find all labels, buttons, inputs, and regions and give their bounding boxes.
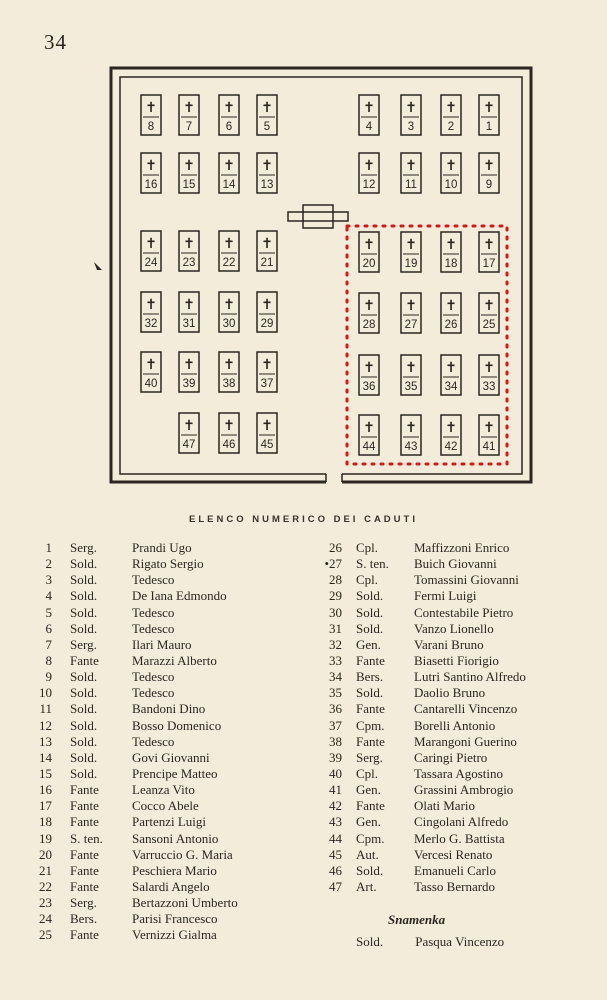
grave-plot <box>179 413 199 453</box>
entry-rank: Sold. <box>356 862 384 878</box>
grave-plot <box>219 292 239 332</box>
grave-number: 24 <box>144 257 158 269</box>
grave-number: 30 <box>222 318 236 330</box>
entry-number: 41 <box>329 782 342 798</box>
grave-plot <box>401 293 421 333</box>
entry-name: Marazzi Alberto <box>132 652 217 668</box>
cross-icon: ✝ <box>183 418 195 434</box>
grave-plot <box>479 232 499 272</box>
entry-name: Tedesco <box>132 620 175 636</box>
entry-name: Maffizzoni Enrico <box>414 540 510 555</box>
entry-rank: Fante <box>70 862 99 878</box>
entry-name: Tassara Agostino <box>414 765 503 781</box>
entry-name: Prandi Ugo <box>132 540 192 555</box>
cross-icon: ✝ <box>223 357 235 373</box>
entry-number: 33 <box>329 652 342 668</box>
entry-rank: Fante <box>70 927 99 943</box>
grave-number: 16 <box>144 179 158 191</box>
entry-number: 46 <box>329 862 342 878</box>
entry-number: 6 <box>45 620 52 636</box>
grave-number: 44 <box>362 441 376 453</box>
grave-number: 22 <box>222 257 236 269</box>
grave-plot <box>359 232 379 272</box>
cross-icon: ✝ <box>223 297 235 313</box>
direction-arrow-icon <box>94 262 102 270</box>
entry-number: 35 <box>329 685 342 701</box>
grave-plot <box>141 352 161 392</box>
grave-number: 2 <box>447 121 455 133</box>
cross-icon: ✝ <box>261 100 273 116</box>
grave-number: 10 <box>444 179 458 191</box>
entry-number: 15 <box>39 765 52 781</box>
grave-number: 8 <box>147 121 155 133</box>
grave-number: 37 <box>260 378 274 390</box>
cross-icon: ✝ <box>183 297 195 313</box>
entry-name: Prencipe Matteo <box>132 765 218 781</box>
grave-plot <box>257 231 277 271</box>
entry-number: 4 <box>45 588 52 604</box>
cross-icon: ✝ <box>261 297 273 313</box>
entry-number: 26 <box>329 540 342 555</box>
entry-name: Varani Bruno <box>414 636 484 652</box>
entry-number: 13 <box>39 733 52 749</box>
entry-rank: Fante <box>70 814 99 830</box>
entry-number: 18 <box>39 814 52 830</box>
grave-plot <box>359 153 379 193</box>
cross-icon: ✝ <box>145 357 157 373</box>
cross-icon: ✝ <box>223 236 235 252</box>
cross-icon: ✝ <box>483 237 495 253</box>
entry-name: Cingolani Alfredo <box>414 814 509 830</box>
entry-number: 39 <box>329 749 342 765</box>
cross-icon: ✝ <box>405 158 417 174</box>
grave-number: 18 <box>444 258 458 270</box>
entry-name: Leanza Vito <box>132 782 195 798</box>
grave-number: 41 <box>482 441 496 453</box>
entry-number: 47 <box>329 878 342 894</box>
graves <box>141 95 499 455</box>
entry-number: 21 <box>39 862 52 878</box>
cross-icon: ✝ <box>445 237 457 253</box>
entry-name: Olati Mario <box>414 798 476 814</box>
entry-name: Caringi Pietro <box>414 749 488 765</box>
grave-number: 20 <box>362 258 376 270</box>
entry-rank: Fante <box>70 652 99 668</box>
entry-number: 14 <box>39 749 52 765</box>
cross-icon: ✝ <box>183 236 195 252</box>
entry-number: 8 <box>45 652 52 668</box>
cross-icon: ✝ <box>445 100 457 116</box>
entry-number: 31 <box>329 620 342 636</box>
entry-name: Partenzi Luigi <box>132 814 207 830</box>
grave-plot <box>479 153 499 193</box>
entry-rank: Bers. <box>70 911 98 927</box>
entry-number: 44 <box>329 830 342 846</box>
entry-rank: Sold. <box>70 604 98 620</box>
cross-icon: ✝ <box>405 298 417 314</box>
cross-icon: ✝ <box>183 158 195 174</box>
entry-rank: Fante <box>70 846 99 862</box>
entry-rank: Sold. <box>70 749 98 765</box>
cross-icon: ✝ <box>363 298 375 314</box>
grave-number: 31 <box>182 318 196 330</box>
entry-number: 20 <box>39 846 52 862</box>
grave-number: 7 <box>185 121 193 133</box>
entry-number: 36 <box>329 701 342 717</box>
grave-plot <box>401 415 421 455</box>
entry-number: 37 <box>329 717 342 733</box>
entry-name: Parisi Francesco <box>132 911 218 927</box>
grave-plot <box>179 352 199 392</box>
snamenka-title: Snamenka <box>388 912 446 927</box>
entry-number: •27 <box>324 556 342 572</box>
cross-icon: ✝ <box>145 297 157 313</box>
entry-rank: Fante <box>70 798 99 814</box>
grave-plot <box>141 231 161 271</box>
entry-rank: Cpm. <box>356 830 385 846</box>
entry-rank: Serg. <box>356 749 383 765</box>
grave-number: 47 <box>182 439 196 451</box>
entry-rank: Cpl. <box>356 765 379 781</box>
grave-plot <box>401 95 421 135</box>
entry-rank: S. ten. <box>356 556 389 572</box>
grave-plot <box>441 95 461 135</box>
grave-plot <box>441 355 461 395</box>
entry-name: Tedesco <box>132 572 175 588</box>
grave-number: 38 <box>222 378 236 390</box>
entry-name: Daolio Bruno <box>414 685 486 701</box>
entry-rank: Sold. <box>356 620 384 636</box>
grave-plot <box>219 231 239 271</box>
entry-name: Bosso Domenico <box>132 717 222 733</box>
entry-name: Cantarelli Vincenzo <box>414 701 518 717</box>
entry-name: De Iana Edmondo <box>132 588 227 604</box>
entry-rank: Fante <box>356 701 385 717</box>
grave-plot <box>441 415 461 455</box>
entry-number: 43 <box>329 814 342 830</box>
cross-icon: ✝ <box>483 158 495 174</box>
entry-name: Fermi Luigi <box>414 588 477 604</box>
entry-rank: Fante <box>70 878 99 894</box>
cross-icon: ✝ <box>445 298 457 314</box>
grave-number: 39 <box>182 378 196 390</box>
grave-number: 4 <box>365 121 373 133</box>
entry-rank: Sold. <box>70 620 98 636</box>
grave-plot <box>401 232 421 272</box>
entry-number: 10 <box>39 685 52 701</box>
grave-number: 27 <box>404 319 418 331</box>
grave-number: 29 <box>260 318 274 330</box>
entry-number: 24 <box>39 911 52 927</box>
entry-name: Tedesco <box>132 604 175 620</box>
grave-number: 19 <box>404 258 418 270</box>
cross-icon: ✝ <box>363 420 375 436</box>
entry-number: 3 <box>45 572 52 588</box>
grave-number: 15 <box>182 179 196 191</box>
entry-rank: Fante <box>70 782 99 798</box>
grave-plot <box>179 231 199 271</box>
entry-number: 28 <box>329 572 342 588</box>
entry-rank: Sold. <box>356 685 384 701</box>
entry-name: Tedesco <box>132 733 175 749</box>
grave-plot <box>359 355 379 395</box>
cross-icon: ✝ <box>183 100 195 116</box>
cross-icon: ✝ <box>145 236 157 252</box>
entry-name: Borelli Antonio <box>414 717 496 733</box>
central-monument <box>288 205 348 228</box>
entry-name: Varruccio G. Maria <box>132 846 233 862</box>
cross-icon: ✝ <box>445 420 457 436</box>
list-heading: ELENCO NUMERICO DEI CADUTI <box>189 514 418 525</box>
cross-icon: ✝ <box>363 360 375 376</box>
entry-name: Biasetti Fiorigio <box>414 652 499 668</box>
grave-number: 34 <box>444 381 458 393</box>
grave-number: 40 <box>144 378 158 390</box>
grave-plot <box>179 292 199 332</box>
entry-number: 25 <box>39 927 52 943</box>
grave-number: 3 <box>407 121 415 133</box>
cross-icon: ✝ <box>261 357 273 373</box>
grave-number: 46 <box>222 439 236 451</box>
entry-rank: Aut. <box>356 846 379 862</box>
entry-rank: Cpm. <box>356 717 385 733</box>
cross-icon: ✝ <box>405 237 417 253</box>
grave-plot <box>441 153 461 193</box>
cross-icon: ✝ <box>223 158 235 174</box>
grave-number: 11 <box>405 179 417 191</box>
page-number: 34 <box>44 30 67 54</box>
cross-icon: ✝ <box>183 357 195 373</box>
grave-plot <box>179 95 199 135</box>
entry-rank: Serg. <box>70 636 97 652</box>
entry-name: Peschiera Mario <box>132 862 217 878</box>
snamenka-name: Pasqua Vincenzo <box>415 934 505 949</box>
cross-icon: ✝ <box>483 298 495 314</box>
entry-rank: Sold. <box>70 572 98 588</box>
entry-rank: Sold. <box>70 588 98 604</box>
entry-rank: Sold. <box>70 733 98 749</box>
grave-plot <box>479 293 499 333</box>
entry-number: 45 <box>329 846 342 862</box>
entry-rank: Serg. <box>70 895 97 911</box>
entry-name: Salardi Angelo <box>132 878 210 894</box>
grave-number: 9 <box>485 179 493 191</box>
snamenka-entry <box>356 934 504 950</box>
entry-name: Vercesi Renato <box>414 846 493 862</box>
entry-rank: Gen. <box>356 636 381 652</box>
entry-rank: Sold. <box>70 717 98 733</box>
cross-icon: ✝ <box>261 236 273 252</box>
grave-number: 25 <box>482 319 496 331</box>
entry-rank: Fante <box>356 652 385 668</box>
entry-rank: Cpl. <box>356 572 379 588</box>
cross-icon: ✝ <box>261 418 273 434</box>
grave-number: 12 <box>362 179 376 191</box>
entry-rank: Sold. <box>356 604 384 620</box>
grave-plot <box>359 415 379 455</box>
cross-icon: ✝ <box>445 158 457 174</box>
entry-name: Ilari Mauro <box>132 636 192 652</box>
grave-number: 36 <box>362 381 376 393</box>
grave-number: 21 <box>260 257 274 269</box>
entry-name: Cocco Abele <box>132 798 199 814</box>
entry-rank: Sold. <box>70 765 98 781</box>
grave-plot <box>441 232 461 272</box>
cross-icon: ✝ <box>445 360 457 376</box>
cross-icon: ✝ <box>363 158 375 174</box>
grave-plot <box>401 355 421 395</box>
entry-number: 23 <box>39 895 52 911</box>
grave-plot <box>359 95 379 135</box>
cross-icon: ✝ <box>405 420 417 436</box>
entry-name: Marangoni Guerino <box>414 733 517 749</box>
entry-number: 34 <box>329 669 342 685</box>
entry-name: Tedesco <box>132 669 175 685</box>
cross-icon: ✝ <box>483 360 495 376</box>
entry-rank: Sold. <box>70 669 98 685</box>
grave-number: 33 <box>482 381 496 393</box>
grave-plot <box>257 292 277 332</box>
grave-number: 23 <box>182 257 196 269</box>
entry-number: 1 <box>45 540 52 555</box>
grave-number: 42 <box>444 441 458 453</box>
entry-name: Lutri Santino Alfredo <box>414 669 526 685</box>
entry-number: 12 <box>39 717 52 733</box>
entry-name: Tomassini Giovanni <box>414 572 519 588</box>
entry-name: Bertazzoni Umberto <box>132 895 238 911</box>
entry-rank: Gen. <box>356 814 381 830</box>
cross-icon: ✝ <box>405 100 417 116</box>
grave-number: 1 <box>485 121 493 133</box>
entry-rank: Bers. <box>356 669 384 685</box>
entry-rank: Fante <box>356 798 385 814</box>
cross-icon: ✝ <box>261 158 273 174</box>
cross-icon: ✝ <box>223 418 235 434</box>
cross-icon: ✝ <box>363 237 375 253</box>
entry-number: 7 <box>45 636 52 652</box>
entry-name: Rigato Sergio <box>132 556 204 572</box>
entry-name: Govi Giovanni <box>132 749 210 765</box>
grave-plot <box>479 415 499 455</box>
entry-number: 32 <box>329 636 342 652</box>
grave-number: 6 <box>225 121 233 133</box>
grave-plot <box>179 153 199 193</box>
grave-plot <box>257 153 277 193</box>
grave-plot <box>479 95 499 135</box>
grave-number: 43 <box>404 441 418 453</box>
entry-number: 42 <box>329 798 342 814</box>
entry-number: 30 <box>329 604 342 620</box>
entry-number: 2 <box>45 556 52 572</box>
entry-rank: Sold. <box>356 588 384 604</box>
entry-name: Buich Giovanni <box>414 556 497 572</box>
entry-number: 22 <box>39 878 52 894</box>
grave-number: 35 <box>404 381 418 393</box>
entry-rank: Cpl. <box>356 540 379 555</box>
entry-name: Tasso Bernardo <box>414 878 496 894</box>
entry-number: 9 <box>45 669 52 685</box>
entry-rank: Fante <box>356 733 385 749</box>
entry-rank: Sold. <box>70 685 98 701</box>
grave-plot <box>359 293 379 333</box>
snamenka-rank: Sold. <box>356 934 384 949</box>
entry-name: Emanueli Carlo <box>414 862 496 878</box>
grave-plot <box>219 153 239 193</box>
entry-number: 29 <box>329 588 342 604</box>
cross-icon: ✝ <box>405 360 417 376</box>
entry-number: 5 <box>45 604 52 620</box>
entry-number: 19 <box>39 830 52 846</box>
grave-number: 5 <box>263 121 271 133</box>
grave-plot <box>479 355 499 395</box>
grave-plot <box>219 413 239 453</box>
cross-icon: ✝ <box>145 100 157 116</box>
grave-plot <box>257 352 277 392</box>
cemetery-wall <box>111 68 531 482</box>
entry-number: 38 <box>329 733 342 749</box>
entry-name: Sansoni Antonio <box>132 830 219 846</box>
entry-name: Grassini Ambrogio <box>414 782 514 798</box>
grave-plot <box>219 352 239 392</box>
grave-plot <box>219 95 239 135</box>
entry-rank: S. ten. <box>70 830 103 846</box>
grave-plot <box>141 95 161 135</box>
entry-name: Merlo G. Battista <box>414 830 505 846</box>
entry-number: 40 <box>329 765 342 781</box>
grave-number: 13 <box>260 179 274 191</box>
entry-rank: Serg. <box>70 540 97 555</box>
cross-icon: ✝ <box>145 158 157 174</box>
entry-rank: Gen. <box>356 782 381 798</box>
entry-rank: Art. <box>356 878 377 894</box>
cross-icon: ✝ <box>363 100 375 116</box>
entry-rank: Sold. <box>70 701 98 717</box>
grave-plot <box>441 293 461 333</box>
entry-name: Bandoni Dino <box>132 701 206 717</box>
grave-number: 14 <box>222 179 236 191</box>
entry-rank: Sold. <box>70 556 98 572</box>
grave-number: 28 <box>362 319 376 331</box>
grave-number: 26 <box>444 319 458 331</box>
cross-icon: ✝ <box>483 420 495 436</box>
entry-name: Vanzo Lionello <box>414 620 494 636</box>
grave-plot <box>141 153 161 193</box>
grave-number: 17 <box>482 258 496 270</box>
cross-icon: ✝ <box>223 100 235 116</box>
cross-icon: ✝ <box>483 100 495 116</box>
entry-name: Tedesco <box>132 685 175 701</box>
grave-number: 32 <box>144 318 158 330</box>
grave-plot <box>141 292 161 332</box>
entry-number: 11 <box>39 701 52 717</box>
grave-number: 45 <box>260 439 274 451</box>
entry-name: Vernizzi Gialma <box>132 927 217 943</box>
grave-plot <box>257 413 277 453</box>
entry-name: Contestabile Pietro <box>414 604 514 620</box>
grave-plot <box>257 95 277 135</box>
entry-number: 17 <box>39 798 52 814</box>
entry-number: 16 <box>39 782 52 798</box>
grave-plot <box>401 153 421 193</box>
